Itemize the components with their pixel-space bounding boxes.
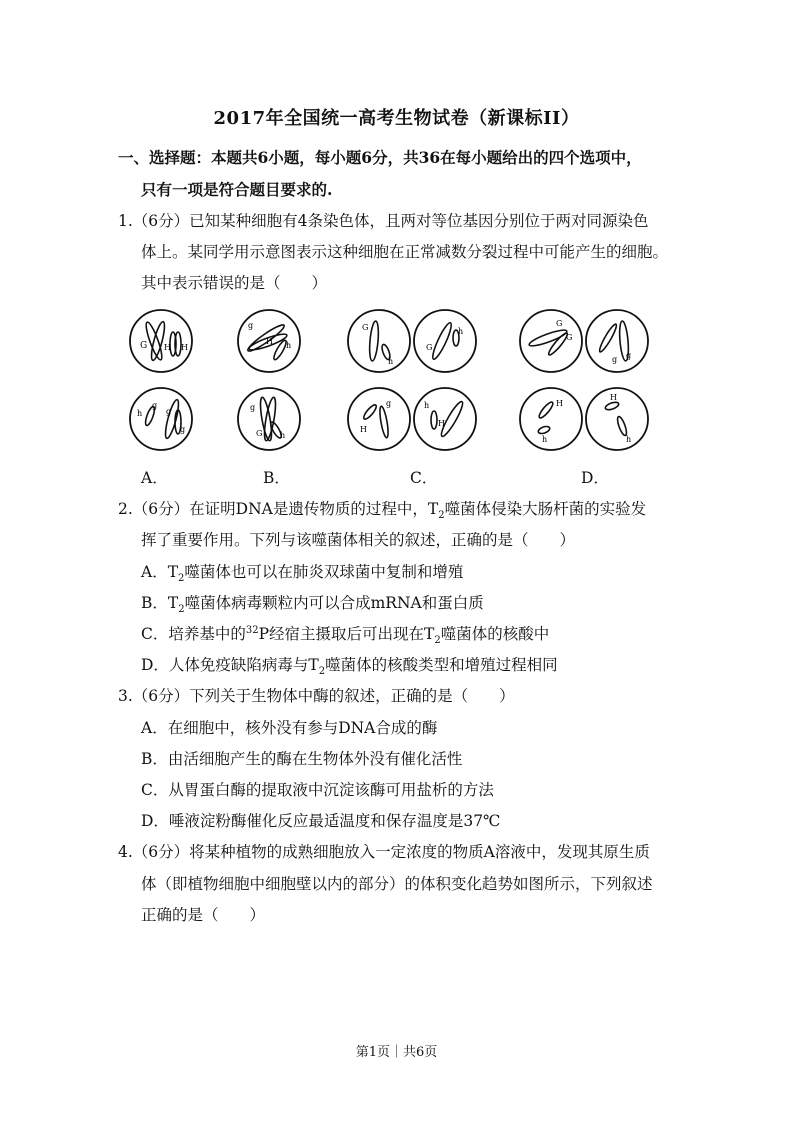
cell-d-top-left — [518, 308, 584, 374]
cell-d-top-right — [584, 308, 650, 374]
svg-text:H: H — [438, 419, 445, 428]
q3-option-b[interactable]: B．由活细胞产生的酶在生物体外没有催化活性 — [141, 750, 463, 768]
svg-text:G: G — [140, 341, 148, 351]
svg-text:H: H — [556, 399, 563, 408]
svg-text:G: G — [566, 333, 573, 342]
figure-label-d: D． — [581, 469, 609, 487]
svg-text:h: h — [280, 431, 286, 440]
section-heading-line2: 只有一项是符合题目要求的. — [141, 180, 333, 199]
page-footer: 第1页｜共6页 — [355, 1045, 438, 1060]
q3-option-d[interactable]: D．唾液淀粉酶催化反应最适温度和保存温度是37℃ — [141, 812, 501, 830]
q1-figure — [118, 308, 698, 458]
q2-stem-line2: 挥了重要作用。下列与该噬菌体相关的叙述，正确的是（ ） — [141, 531, 576, 549]
svg-text:h: h — [424, 401, 430, 410]
q3-option-c[interactable]: C．从胃蛋白酶的提取液中沉淀该酶可用盐析的方法 — [141, 781, 494, 799]
cell-c-top-right — [412, 308, 478, 374]
q4-stem-line2: 体（即植物细胞中细胞壁以内的部分）的体积变化趋势如图所示，下列叙述 — [141, 875, 653, 893]
cell-b-top — [236, 308, 302, 374]
svg-text:g: g — [386, 399, 392, 408]
figure-label-c: C． — [410, 469, 438, 487]
q2-option-c[interactable]: C．培养基中的$^{32}$P经宿主摄取后可出现在$T_2$噬菌体的核酸中 — [141, 624, 550, 647]
svg-text:g: g — [250, 403, 256, 412]
q3-option-a[interactable]: A．在细胞中，核外没有参与DNA合成的酶 — [141, 719, 438, 737]
svg-text:g: g — [612, 355, 618, 364]
cell-c-top-left — [346, 308, 412, 374]
svg-text:h: h — [542, 435, 548, 444]
section-heading-line1: 一、选择题：本题共6小题，每小题6分，共36在每小题给出的四个选项中， — [118, 148, 642, 167]
svg-text:g: g — [166, 407, 172, 416]
q2-option-d[interactable]: D．人体免疫缺陷病毒与$T_2$噬菌体的核酸类型和增殖过程相同 — [141, 656, 558, 678]
q4-stem-line3: 正确的是（ ） — [141, 906, 266, 924]
cell-c-bottom-right — [412, 386, 478, 452]
cell-c-bottom-left — [346, 386, 412, 452]
q1-stem-line2: 体上。某同学用示意图表示这种细胞在正常减数分裂过程中可能产生的细胞。 — [141, 243, 669, 261]
cell-b-bottom — [236, 386, 302, 452]
svg-text:h: h — [388, 357, 394, 366]
svg-text:h: h — [137, 409, 143, 418]
figure-label-b: B． — [263, 469, 290, 487]
cell-d-bottom-right — [584, 386, 650, 452]
q3-stem: 3.（6分）下列关于生物体中酶的叙述，正确的是（ ） — [118, 687, 515, 705]
svg-text:g: g — [152, 401, 158, 410]
figure-label-a: A． — [141, 469, 168, 487]
svg-text:H: H — [266, 337, 273, 346]
svg-text:g: g — [180, 425, 186, 434]
cell-a-top — [128, 308, 194, 374]
svg-text:g: g — [248, 321, 254, 330]
page-title: 2017年全国统一高考生物试卷（新课标II） — [213, 108, 580, 129]
cell-d-bottom-left — [518, 386, 584, 452]
svg-text:H: H — [360, 425, 367, 434]
svg-text:G: G — [426, 343, 433, 352]
svg-text:G: G — [556, 319, 563, 328]
cell-a-bottom — [128, 386, 194, 452]
q2-option-b[interactable]: B．$T_2$噬菌体病毒颗粒内可以合成mRNA和蛋白质 — [141, 594, 484, 616]
svg-text:H: H — [164, 343, 171, 352]
svg-text:H: H — [610, 393, 617, 402]
q4-stem-line1: 4.（6分）将某种植物的成熟细胞放入一定浓度的物质A溶液中，发现其原生质 — [118, 843, 650, 861]
svg-text:G: G — [362, 323, 369, 332]
q2-stem-line1: 2.（6分）在证明DNA是遗传物质的过程中，$T_2$噬菌体侵染大肠杆菌的实验发 — [118, 500, 647, 522]
svg-text:g: g — [626, 351, 632, 360]
svg-text:h: h — [286, 341, 292, 350]
svg-text:H: H — [181, 343, 188, 352]
q1-stem-line3: 其中表示错误的是（ ） — [141, 274, 328, 292]
q2-option-a[interactable]: A．$T_2$噬菌体也可以在肺炎双球菌中复制和增殖 — [141, 563, 464, 585]
q1-stem-line1: 1.（6分）已知某种细胞有4条染色体，且两对等位基因分别位于两对同源染色 — [118, 212, 649, 230]
svg-text:G: G — [256, 429, 263, 438]
svg-text:h: h — [458, 327, 464, 336]
svg-text:h: h — [626, 435, 632, 444]
